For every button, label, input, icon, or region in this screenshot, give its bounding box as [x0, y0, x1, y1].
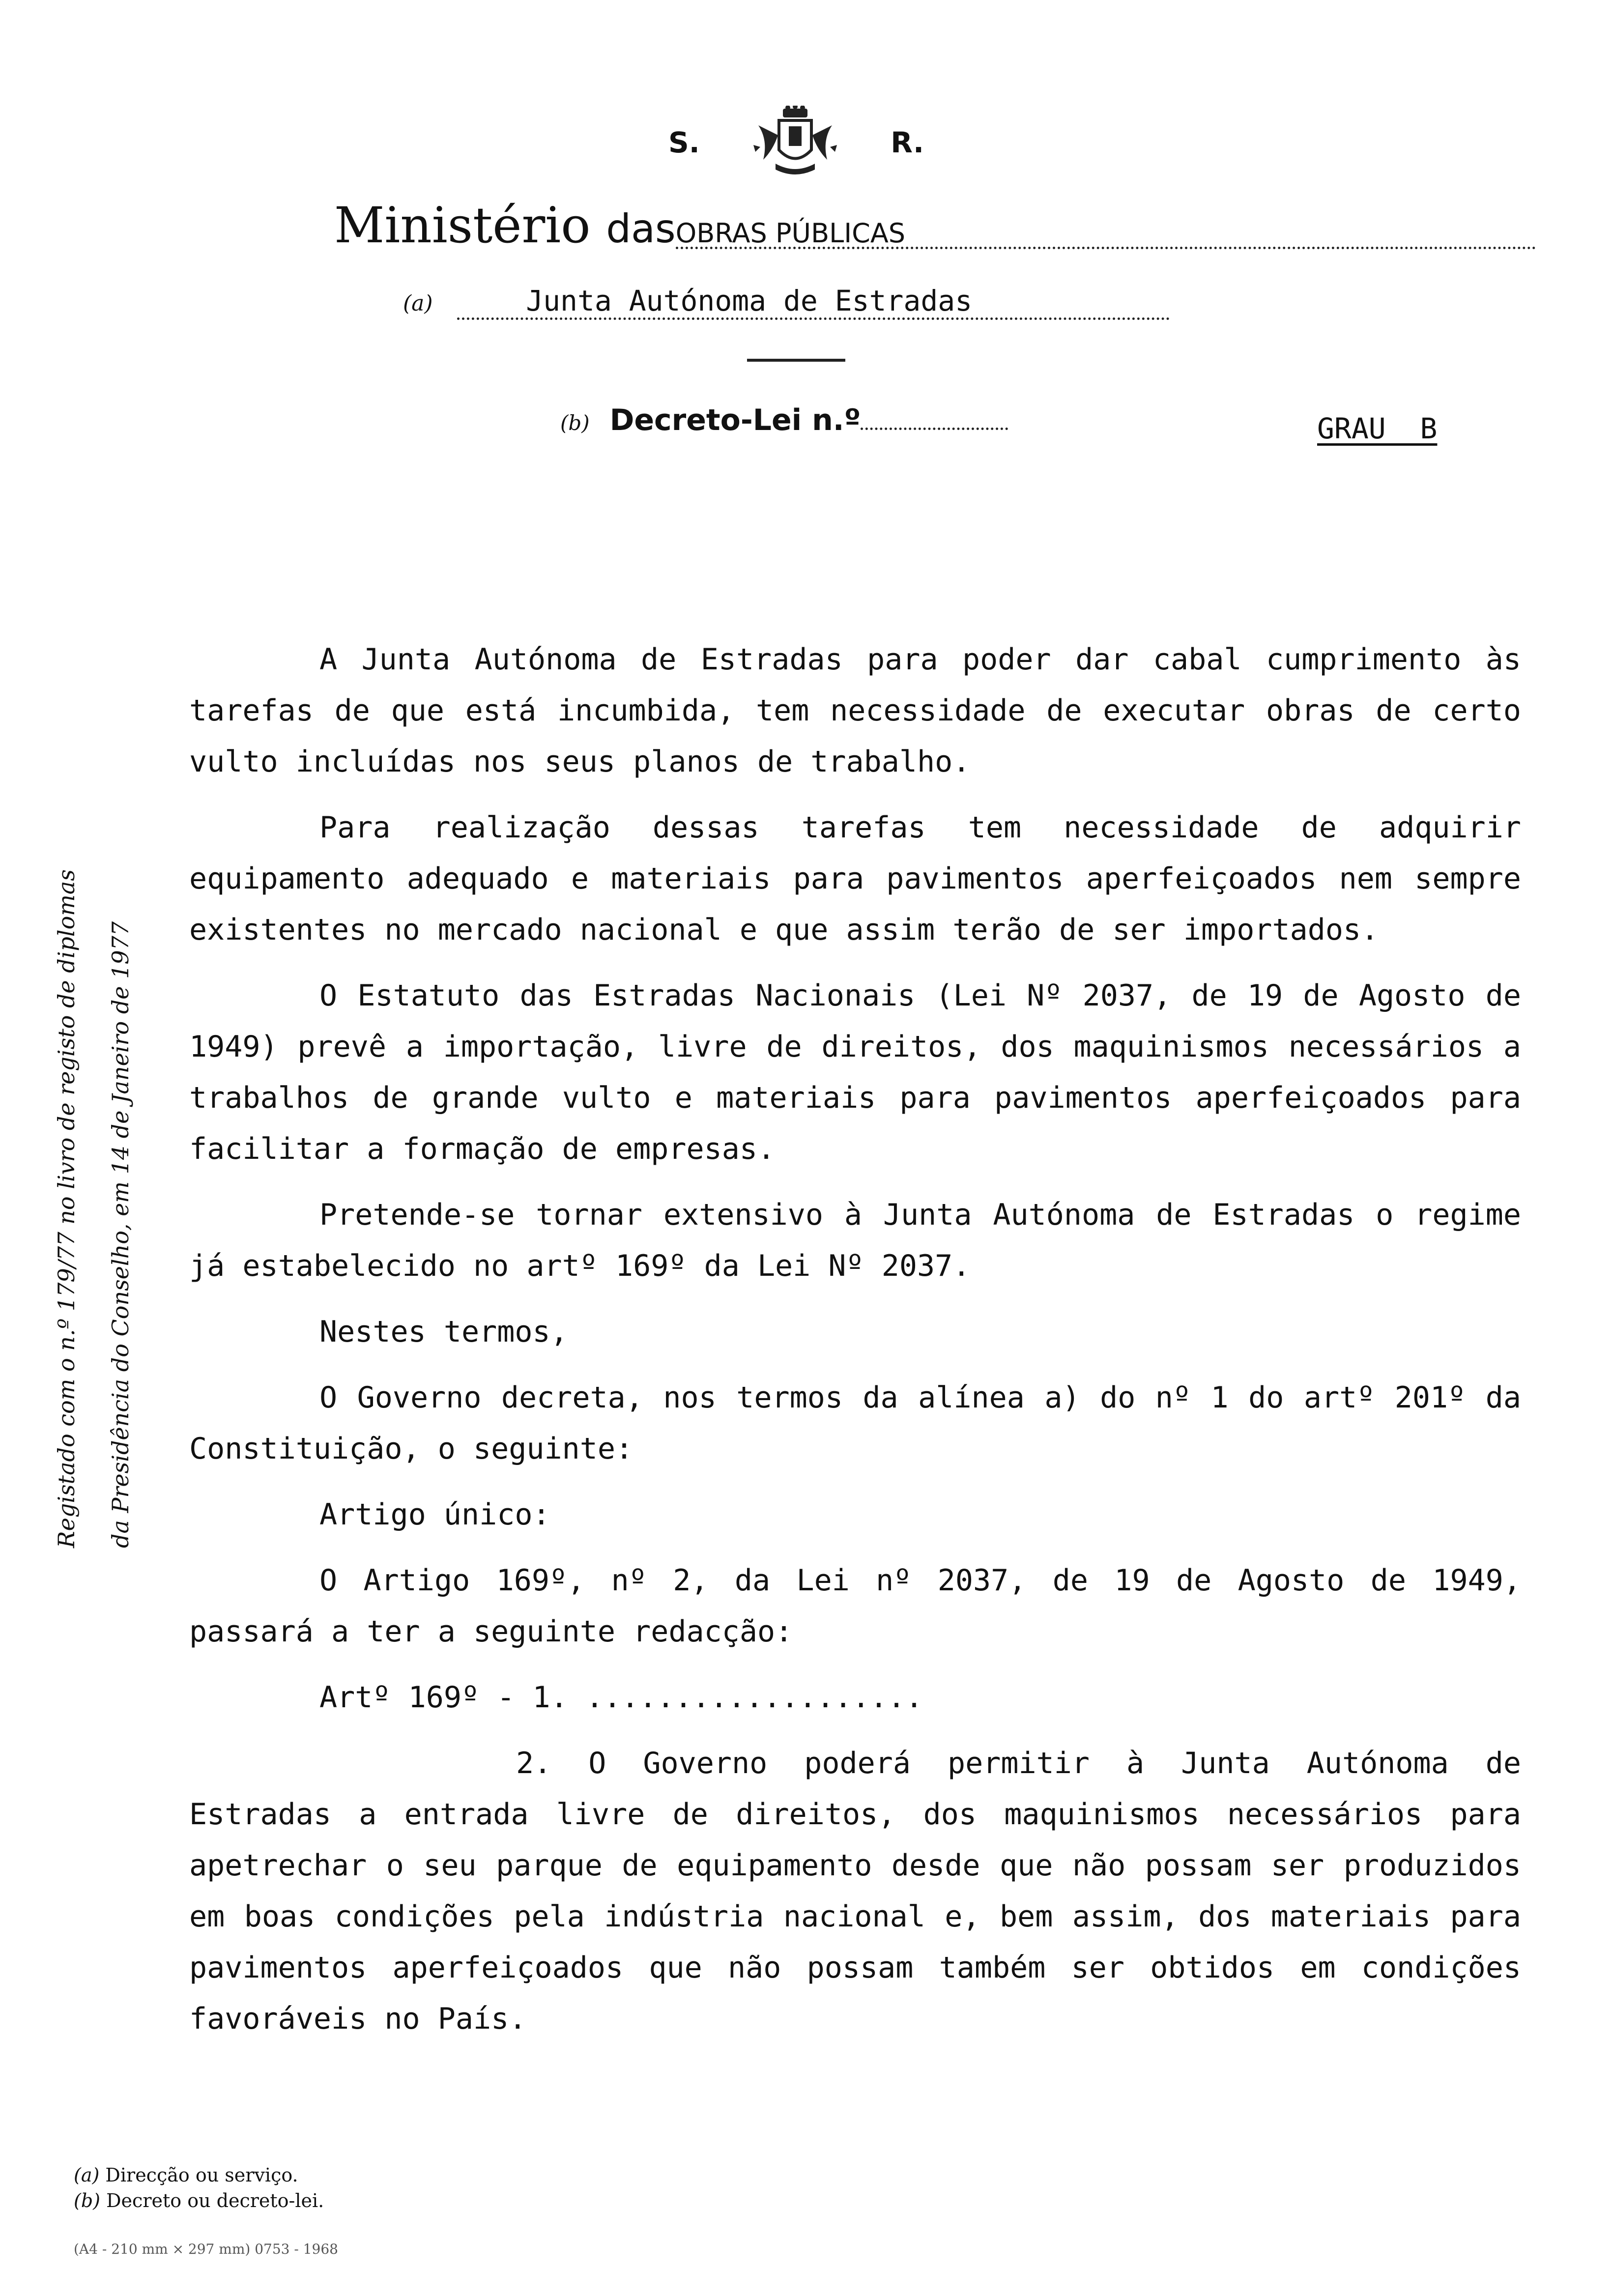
- registration-margin-note: [39, 654, 147, 1548]
- ministry-value: OBRAS PÚBLICAS: [676, 220, 1536, 249]
- registration-note-line-2: da Presidência do Conselho, em 14 de Janeiro de 1977: [107, 921, 134, 1548]
- letterhead: [668, 106, 924, 179]
- paragraph-preamble-3: O Estatuto das Estradas Nacionais (Lei Nº 2037, de 19 de Agosto de 1949) prevê a importação, livre de direitos, dos maquinismos necessários a trabalhos de grande vulto e materiais para pavimentos aperfeiçoados para facilitar a formação de empresas.: [189, 978, 1521, 1166]
- paragraph-preamble-4: Pretende-se tornar extensivo à Junta Autónoma de Estradas o regime já estabelecido no artº 169º da Lei Nº 2037.: [189, 1198, 1521, 1283]
- footnote-a-marker: (a): [74, 2164, 100, 2186]
- footnote-b: [74, 2188, 324, 2213]
- form-print-code: (A4 - 210 mm × 297 mm) 0753 - 1968: [74, 2241, 338, 2257]
- decree-marker: (b): [560, 411, 590, 435]
- article-169-item-2: 2. O Governo poderá permitir à Junta Autónoma de Estradas a entrada livre de direitos, dos maquinismos necessários para apetrechar o seu parque de equipamento desde que não possam ser produzidos em boas condições pela indústria nacional e, bem assim, dos materiais para pavimentos aperfeiçoados que não possam também ser obtidos em condições favoráveis no País.: [189, 1746, 1521, 2036]
- decree-line: [560, 403, 1008, 437]
- ministry-preposition: das: [606, 206, 676, 252]
- registration-note-line-1: Registado com o n.º 179/77 no livro de registo de diplomas: [53, 869, 80, 1548]
- service-line: [403, 284, 1170, 320]
- paragraph-preamble-2: Para realização dessas tarefas tem necessidade de adquirir equipamento adequado e materiais para pavimentos aperfeiçoados nem sempre existentes no mercado nacional e que assim terão de ser importados.: [189, 810, 1521, 947]
- footnote-b-text: Decreto ou decreto-lei.: [106, 2190, 324, 2211]
- grade-label: GRAU B: [1317, 412, 1438, 445]
- footnotes: [74, 2162, 324, 2213]
- decree-label: Decreto-Lei n.º: [609, 403, 861, 437]
- decree-body: [189, 634, 1521, 2059]
- article-heading: Artigo único:: [319, 1497, 550, 1532]
- service-marker: (a): [403, 291, 433, 316]
- letterhead-right-letter: R.: [891, 126, 924, 159]
- header-divider: [747, 359, 845, 362]
- ministry-label: Ministério: [334, 197, 591, 254]
- paragraph-preamble-1: A Junta Autónoma de Estradas para poder dar cabal cumprimento às tarefas de que está incumbida, tem necessidade de executar obras de certo vulto incluídas nos seus planos de trabalho.: [189, 642, 1521, 779]
- footnote-a: [74, 2162, 324, 2188]
- article-169-item-1: Artº 169º - 1. ...................: [319, 1680, 923, 1715]
- coat-of-arms-icon: [748, 106, 842, 179]
- letterhead-left-letter: S.: [668, 126, 700, 159]
- footnote-a-text: Direcção ou serviço.: [105, 2164, 298, 2186]
- decree-number-field: [861, 428, 1008, 430]
- paragraph-nestes-termos: Nestes termos,: [319, 1315, 568, 1349]
- paragraph-article-amendment: O Artigo 169º, nº 2, da Lei nº 2037, de 19 de Agosto de 1949, passará a ter a seguinte redacção:: [189, 1563, 1521, 1649]
- footnote-b-marker: (b): [74, 2190, 100, 2211]
- paragraph-governo-decreta: O Governo decreta, nos termos da alínea a) do nº 1 do artº 201º da Constituição, o seguinte:: [189, 1380, 1521, 1466]
- service-value: Junta Autónoma de Estradas: [457, 284, 1170, 320]
- ministry-line: [334, 197, 1536, 254]
